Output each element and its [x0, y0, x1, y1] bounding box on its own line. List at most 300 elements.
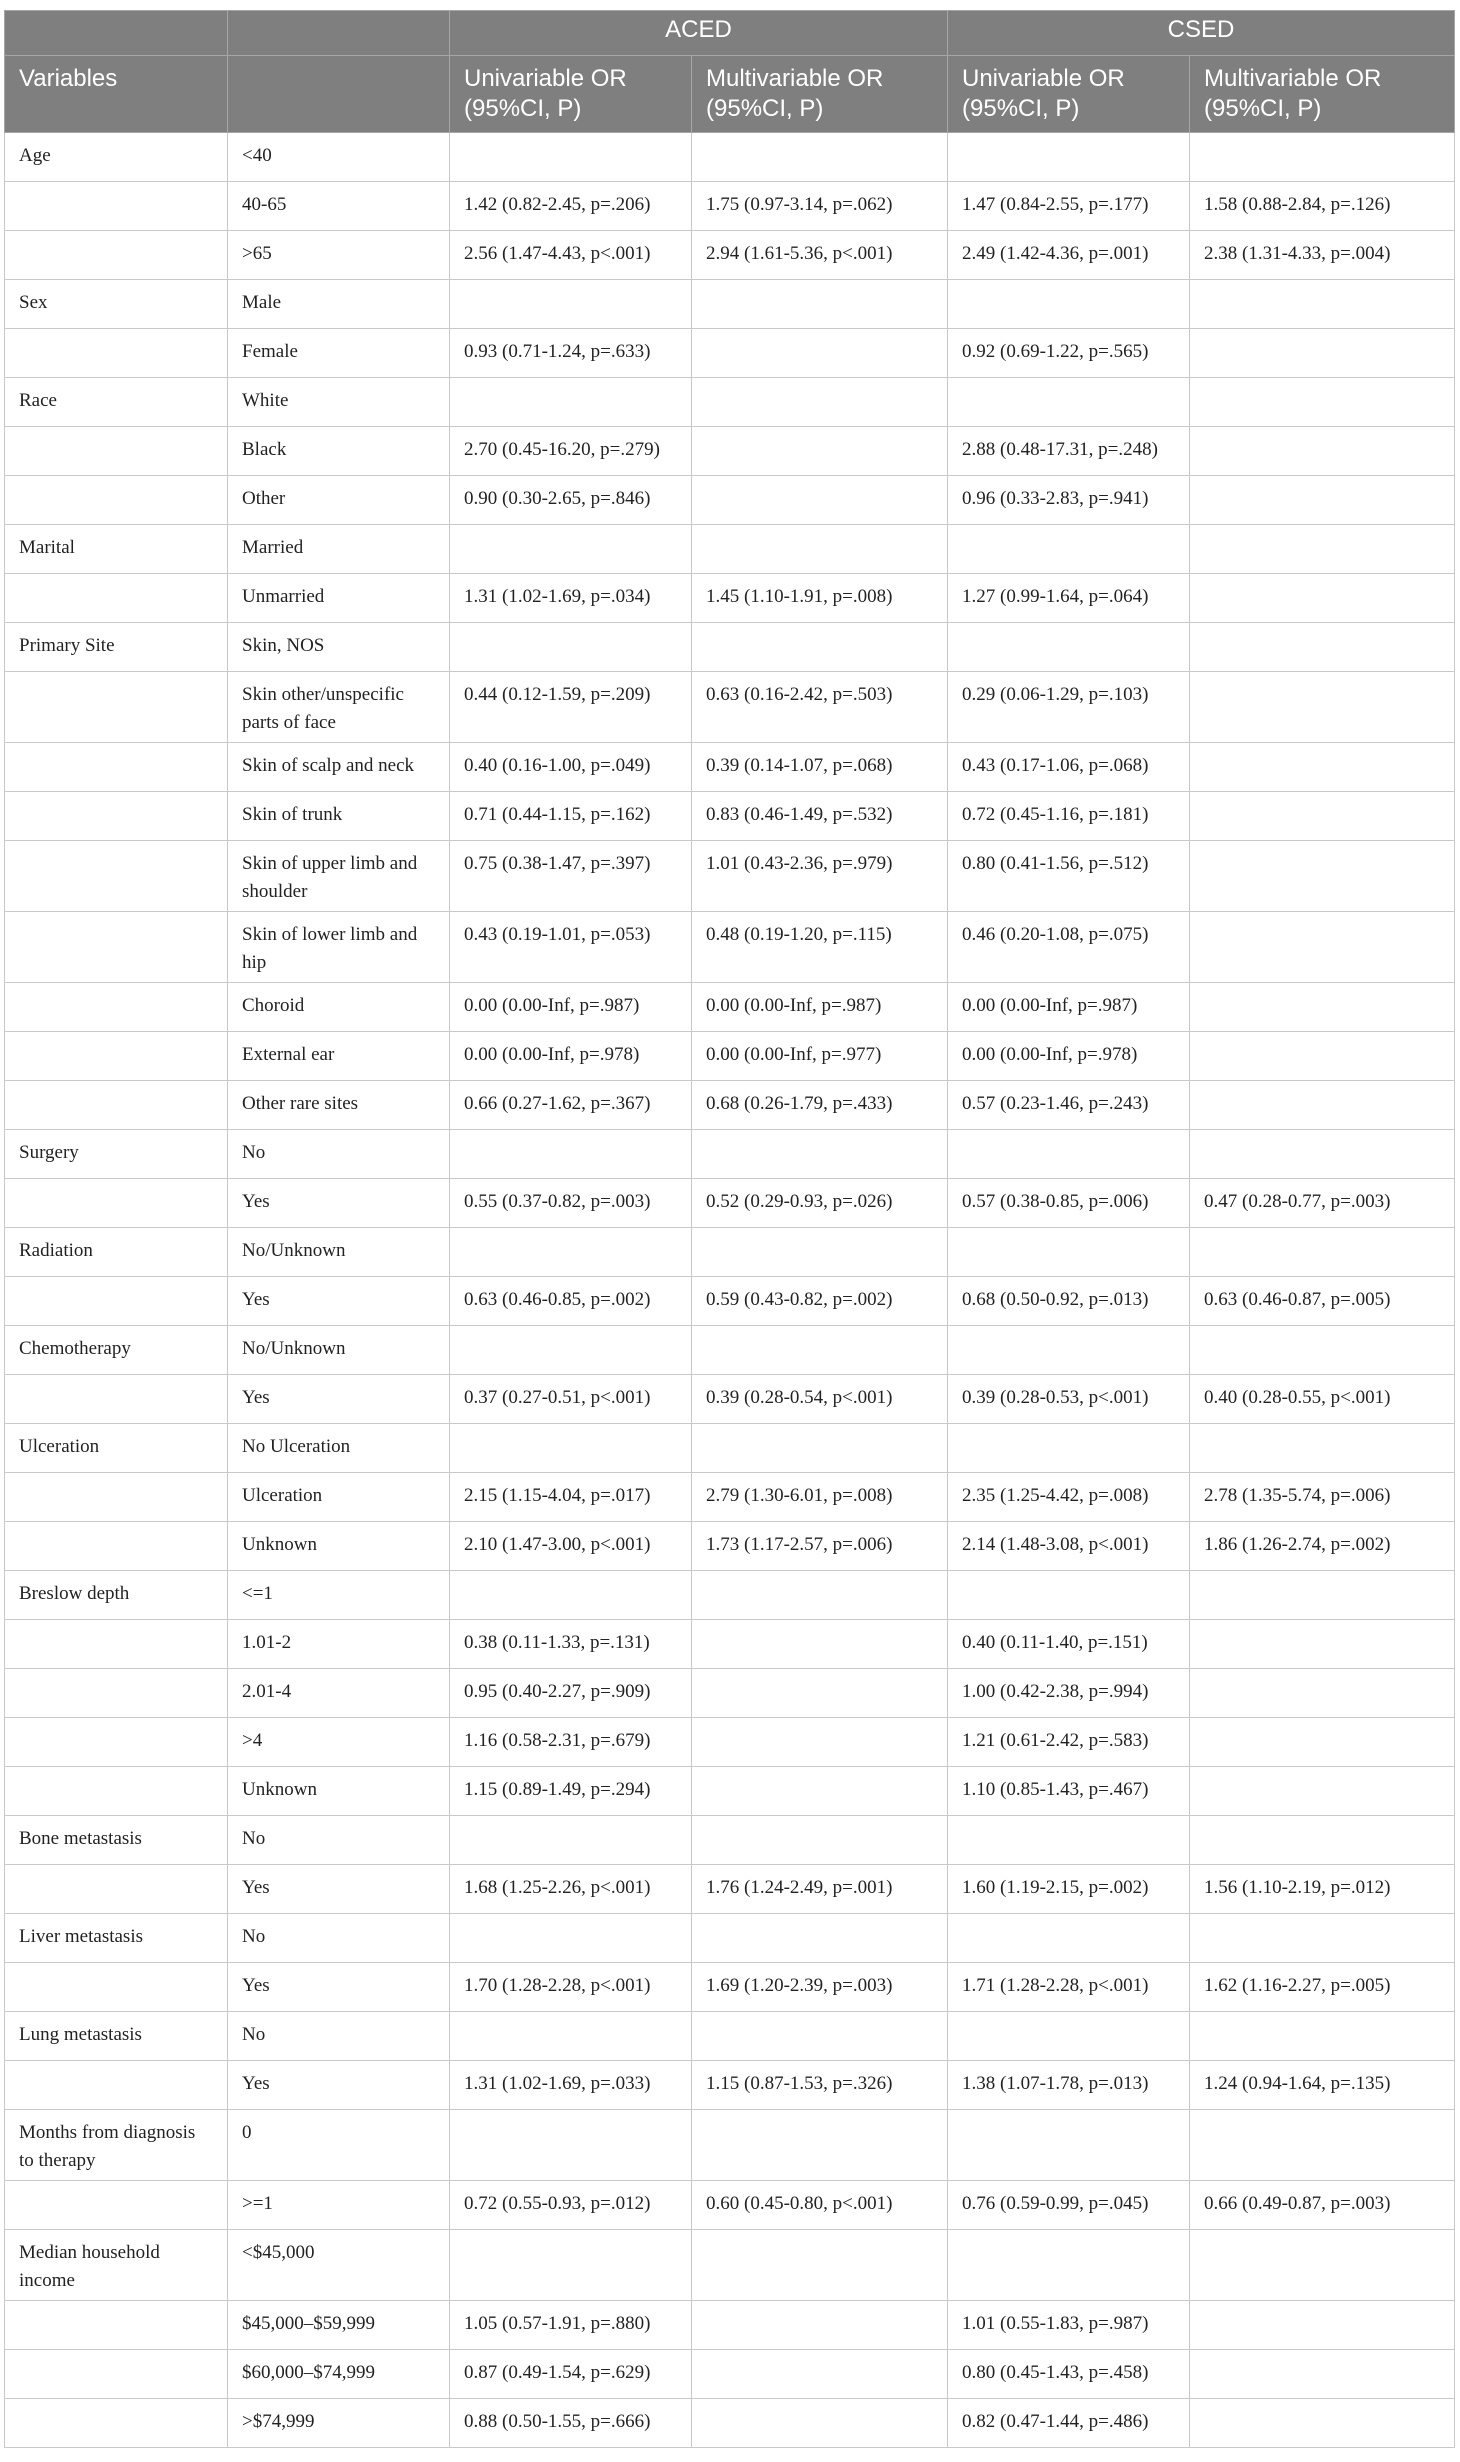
variable-cell [5, 792, 228, 841]
aced-multivariable-cell [692, 133, 948, 182]
aced-univariable-cell: 0.90 (0.30-2.65, p=.846) [450, 476, 692, 525]
aced-univariable-cell: 2.56 (1.47-4.43, p<.001) [450, 231, 692, 280]
aced-univariable-cell [450, 1326, 692, 1375]
table-row [5, 1865, 1455, 1914]
csed-univariable-cell: 2.88 (0.48-17.31, p=.248) [948, 427, 1190, 476]
aced-multivariable-cell [692, 1326, 948, 1375]
csed-multivariable-cell [1190, 1032, 1455, 1081]
aced-multivariable-cell: 0.48 (0.19-1.20, p=.115) [692, 912, 948, 983]
csed-univariable-cell [948, 1571, 1190, 1620]
level-cell: $45,000–$59,999 [228, 2301, 450, 2350]
variable-cell: Radiation [5, 1228, 228, 1277]
aced-univariable-cell: 2.70 (0.45-16.20, p=.279) [450, 427, 692, 476]
csed-multivariable-cell [1190, 280, 1455, 329]
table-row [5, 1620, 1455, 1669]
csed-univariable-cell [948, 623, 1190, 672]
csed-univariable-cell: 0.57 (0.38-0.85, p=.006) [948, 1179, 1190, 1228]
csed-univariable-cell: 2.14 (1.48-3.08, p<.001) [948, 1522, 1190, 1571]
column-header-variables: Variables [5, 56, 228, 133]
aced-multivariable-cell [692, 2350, 948, 2399]
level-cell: Other rare sites [228, 1081, 450, 1130]
aced-univariable-cell [450, 623, 692, 672]
level-cell: Black [228, 427, 450, 476]
table-row [5, 743, 1455, 792]
variable-cell [5, 1179, 228, 1228]
csed-univariable-cell: 0.96 (0.33-2.83, p=.941) [948, 476, 1190, 525]
table-row [5, 2181, 1455, 2230]
level-cell: Unknown [228, 1522, 450, 1571]
level-cell: No/Unknown [228, 1326, 450, 1375]
aced-multivariable-cell [692, 476, 948, 525]
csed-univariable-cell [948, 1130, 1190, 1179]
aced-univariable-cell [450, 2110, 692, 2181]
csed-multivariable-cell [1190, 1767, 1455, 1816]
csed-multivariable-cell [1190, 912, 1455, 983]
variable-cell [5, 1669, 228, 1718]
csed-univariable-cell: 0.00 (0.00-Inf, p=.978) [948, 1032, 1190, 1081]
table-row [5, 133, 1455, 182]
level-cell: 40-65 [228, 182, 450, 231]
aced-univariable-cell [450, 378, 692, 427]
csed-multivariable-cell: 1.58 (0.88-2.84, p=.126) [1190, 182, 1455, 231]
aced-multivariable-cell [692, 2301, 948, 2350]
group-header-aced: ACED [450, 11, 948, 56]
csed-multivariable-cell [1190, 1620, 1455, 1669]
variable-cell [5, 574, 228, 623]
level-cell: 2.01-4 [228, 1669, 450, 1718]
csed-univariable-cell: 0.80 (0.45-1.43, p=.458) [948, 2350, 1190, 2399]
level-cell: 0 [228, 2110, 450, 2181]
variable-cell: Sex [5, 280, 228, 329]
aced-univariable-cell: 0.88 (0.50-1.55, p=.666) [450, 2399, 692, 2448]
aced-univariable-cell: 0.44 (0.12-1.59, p=.209) [450, 672, 692, 743]
aced-univariable-cell: 1.15 (0.89-1.49, p=.294) [450, 1767, 692, 1816]
csed-univariable-cell: 1.21 (0.61-2.42, p=.583) [948, 1718, 1190, 1767]
csed-univariable-cell [948, 378, 1190, 427]
table-row [5, 427, 1455, 476]
aced-multivariable-cell: 1.75 (0.97-3.14, p=.062) [692, 182, 948, 231]
csed-multivariable-cell [1190, 1228, 1455, 1277]
csed-multivariable-cell: 1.86 (1.26-2.74, p=.002) [1190, 1522, 1455, 1571]
table-row [5, 1473, 1455, 1522]
csed-univariable-cell: 1.38 (1.07-1.78, p=.013) [948, 2061, 1190, 2110]
csed-univariable-cell [948, 2110, 1190, 2181]
level-cell: $60,000–$74,999 [228, 2350, 450, 2399]
aced-multivariable-cell: 0.39 (0.28-0.54, p<.001) [692, 1375, 948, 1424]
csed-univariable-cell: 0.57 (0.23-1.46, p=.243) [948, 1081, 1190, 1130]
aced-univariable-cell: 0.00 (0.00-Inf, p=.978) [450, 1032, 692, 1081]
csed-multivariable-cell [1190, 2110, 1455, 2181]
level-cell: >4 [228, 1718, 450, 1767]
csed-multivariable-cell [1190, 1816, 1455, 1865]
level-cell: Unknown [228, 1767, 450, 1816]
level-cell: Skin of lower limb and hip [228, 912, 450, 983]
level-cell: <=1 [228, 1571, 450, 1620]
csed-univariable-cell: 0.68 (0.50-0.92, p=.013) [948, 1277, 1190, 1326]
aced-univariable-cell: 0.63 (0.46-0.85, p=.002) [450, 1277, 692, 1326]
table-row [5, 841, 1455, 912]
aced-multivariable-cell: 0.68 (0.26-1.79, p=.433) [692, 1081, 948, 1130]
variable-cell [5, 476, 228, 525]
aced-univariable-cell [450, 280, 692, 329]
level-cell: Unmarried [228, 574, 450, 623]
variable-cell [5, 1032, 228, 1081]
aced-multivariable-cell [692, 1914, 948, 1963]
csed-multivariable-cell [1190, 329, 1455, 378]
csed-univariable-cell: 0.76 (0.59-0.99, p=.045) [948, 2181, 1190, 2230]
variable-cell [5, 427, 228, 476]
variable-cell [5, 1375, 228, 1424]
variable-cell: Age [5, 133, 228, 182]
aced-multivariable-cell: 0.60 (0.45-0.80, p<.001) [692, 2181, 948, 2230]
csed-multivariable-cell [1190, 1081, 1455, 1130]
table-row [5, 623, 1455, 672]
variable-cell: Marital [5, 525, 228, 574]
variable-cell [5, 1865, 228, 1914]
level-cell: Other [228, 476, 450, 525]
table-row [5, 1375, 1455, 1424]
variable-cell: Bone metastasis [5, 1816, 228, 1865]
csed-univariable-cell: 1.47 (0.84-2.55, p=.177) [948, 182, 1190, 231]
aced-univariable-cell [450, 1228, 692, 1277]
variable-cell [5, 2301, 228, 2350]
csed-univariable-cell: 0.46 (0.20-1.08, p=.075) [948, 912, 1190, 983]
column-header-aced-multivariable: Multivariable OR (95%CI, P) [692, 56, 948, 133]
aced-univariable-cell: 2.15 (1.15-4.04, p=.017) [450, 1473, 692, 1522]
variable-cell [5, 912, 228, 983]
csed-multivariable-cell: 2.78 (1.35-5.74, p=.006) [1190, 1473, 1455, 1522]
level-cell: No Ulceration [228, 1424, 450, 1473]
level-cell: <$45,000 [228, 2230, 450, 2301]
table-row [5, 912, 1455, 983]
aced-univariable-cell: 0.87 (0.49-1.54, p=.629) [450, 2350, 692, 2399]
aced-multivariable-cell [692, 280, 948, 329]
table-row [5, 983, 1455, 1032]
csed-univariable-cell: 1.27 (0.99-1.64, p=.064) [948, 574, 1190, 623]
level-cell: Skin, NOS [228, 623, 450, 672]
csed-univariable-cell [948, 1326, 1190, 1375]
variable-cell [5, 2399, 228, 2448]
csed-multivariable-cell [1190, 672, 1455, 743]
column-header-level [228, 56, 450, 133]
aced-univariable-cell: 0.95 (0.40-2.27, p=.909) [450, 1669, 692, 1718]
aced-multivariable-cell: 2.79 (1.30-6.01, p=.008) [692, 1473, 948, 1522]
table-row [5, 1326, 1455, 1375]
table-row [5, 2301, 1455, 2350]
table-row [5, 1277, 1455, 1326]
csed-multivariable-cell: 0.63 (0.46-0.87, p=.005) [1190, 1277, 1455, 1326]
variable-cell: Median household income [5, 2230, 228, 2301]
csed-multivariable-cell [1190, 525, 1455, 574]
column-header-csed-multivariable: Multivariable OR (95%CI, P) [1190, 56, 1455, 133]
aced-multivariable-cell [692, 623, 948, 672]
table-row [5, 2061, 1455, 2110]
variable-cell [5, 2061, 228, 2110]
csed-univariable-cell [948, 1228, 1190, 1277]
aced-multivariable-cell [692, 2012, 948, 2061]
level-cell: >65 [228, 231, 450, 280]
csed-multivariable-cell [1190, 841, 1455, 912]
csed-multivariable-cell [1190, 1571, 1455, 1620]
level-cell: Skin of upper limb and shoulder [228, 841, 450, 912]
aced-multivariable-cell [692, 1816, 948, 1865]
aced-multivariable-cell: 0.63 (0.16-2.42, p=.503) [692, 672, 948, 743]
group-header-csed: CSED [948, 11, 1455, 56]
table-row [5, 1032, 1455, 1081]
aced-multivariable-cell: 0.00 (0.00-Inf, p=.977) [692, 1032, 948, 1081]
aced-univariable-cell: 0.75 (0.38-1.47, p=.397) [450, 841, 692, 912]
csed-multivariable-cell [1190, 574, 1455, 623]
table-row [5, 1963, 1455, 2012]
variable-cell: Race [5, 378, 228, 427]
level-cell: No [228, 1130, 450, 1179]
table-row [5, 2110, 1455, 2181]
aced-multivariable-cell [692, 1620, 948, 1669]
variable-cell [5, 2181, 228, 2230]
variable-cell: Months from diagnosis to therapy [5, 2110, 228, 2181]
aced-multivariable-cell [692, 329, 948, 378]
column-header-aced-univariable: Univariable OR (95%CI, P) [450, 56, 692, 133]
aced-multivariable-cell [692, 1130, 948, 1179]
variable-cell [5, 2350, 228, 2399]
csed-univariable-cell [948, 2230, 1190, 2301]
variable-cell [5, 743, 228, 792]
table-row [5, 476, 1455, 525]
table-row [5, 378, 1455, 427]
table-row [5, 1718, 1455, 1767]
table-body [5, 133, 1455, 2448]
aced-multivariable-cell: 1.73 (1.17-2.57, p=.006) [692, 1522, 948, 1571]
level-cell: Yes [228, 1179, 450, 1228]
or-table [4, 10, 1455, 2448]
csed-multivariable-cell [1190, 378, 1455, 427]
csed-univariable-cell: 1.00 (0.42-2.38, p=.994) [948, 1669, 1190, 1718]
csed-multivariable-cell: 2.38 (1.31-4.33, p=.004) [1190, 231, 1455, 280]
level-cell: Skin of scalp and neck [228, 743, 450, 792]
csed-multivariable-cell [1190, 792, 1455, 841]
aced-multivariable-cell: 2.94 (1.61-5.36, p<.001) [692, 231, 948, 280]
level-cell: Yes [228, 1375, 450, 1424]
aced-univariable-cell: 1.31 (1.02-1.69, p=.034) [450, 574, 692, 623]
aced-multivariable-cell [692, 2399, 948, 2448]
variable-cell [5, 1718, 228, 1767]
header-blank-cell [5, 11, 228, 56]
table-header [5, 11, 1455, 133]
table-row [5, 1571, 1455, 1620]
aced-univariable-cell [450, 1816, 692, 1865]
variable-cell [5, 672, 228, 743]
aced-univariable-cell [450, 1424, 692, 1473]
level-cell: <40 [228, 133, 450, 182]
csed-multivariable-cell [1190, 1718, 1455, 1767]
csed-univariable-cell: 1.10 (0.85-1.43, p=.467) [948, 1767, 1190, 1816]
csed-multivariable-cell [1190, 983, 1455, 1032]
variable-cell [5, 1277, 228, 1326]
table-row [5, 1130, 1455, 1179]
variable-cell: Lung metastasis [5, 2012, 228, 2061]
aced-univariable-cell: 0.93 (0.71-1.24, p=.633) [450, 329, 692, 378]
csed-multivariable-cell [1190, 2350, 1455, 2399]
aced-univariable-cell: 1.68 (1.25-2.26, p<.001) [450, 1865, 692, 1914]
level-cell: Female [228, 329, 450, 378]
table-row [5, 231, 1455, 280]
variable-cell [5, 1081, 228, 1130]
csed-univariable-cell: 1.60 (1.19-2.15, p=.002) [948, 1865, 1190, 1914]
aced-multivariable-cell: 1.69 (1.20-2.39, p=.003) [692, 1963, 948, 2012]
table-row [5, 1816, 1455, 1865]
table-row [5, 2350, 1455, 2399]
variable-cell: Chemotherapy [5, 1326, 228, 1375]
level-cell: >$74,999 [228, 2399, 450, 2448]
csed-multivariable-cell [1190, 2301, 1455, 2350]
aced-multivariable-cell: 1.76 (1.24-2.49, p=.001) [692, 1865, 948, 1914]
csed-multivariable-cell [1190, 2399, 1455, 2448]
table-row [5, 525, 1455, 574]
csed-univariable-cell: 0.72 (0.45-1.16, p=.181) [948, 792, 1190, 841]
table-row [5, 182, 1455, 231]
csed-multivariable-cell [1190, 623, 1455, 672]
table-row [5, 672, 1455, 743]
level-cell: Choroid [228, 983, 450, 1032]
csed-univariable-cell: 2.49 (1.42-4.36, p=.001) [948, 231, 1190, 280]
level-cell: Yes [228, 1277, 450, 1326]
header-column-row [5, 56, 1455, 133]
variable-cell [5, 1620, 228, 1669]
header-group-row [5, 11, 1455, 56]
csed-univariable-cell: 0.82 (0.47-1.44, p=.486) [948, 2399, 1190, 2448]
variable-cell: Surgery [5, 1130, 228, 1179]
csed-multivariable-cell [1190, 1326, 1455, 1375]
level-cell: No [228, 2012, 450, 2061]
table-row [5, 1081, 1455, 1130]
aced-multivariable-cell [692, 1718, 948, 1767]
csed-multivariable-cell: 0.47 (0.28-0.77, p=.003) [1190, 1179, 1455, 1228]
aced-multivariable-cell: 0.83 (0.46-1.49, p=.532) [692, 792, 948, 841]
aced-univariable-cell: 0.38 (0.11-1.33, p=.131) [450, 1620, 692, 1669]
csed-multivariable-cell: 0.66 (0.49-0.87, p=.003) [1190, 2181, 1455, 2230]
table-row [5, 2399, 1455, 2448]
level-cell: Married [228, 525, 450, 574]
level-cell: Skin of trunk [228, 792, 450, 841]
csed-univariable-cell: 1.01 (0.55-1.83, p=.987) [948, 2301, 1190, 2350]
table-row [5, 1522, 1455, 1571]
csed-multivariable-cell: 1.62 (1.16-2.27, p=.005) [1190, 1963, 1455, 2012]
aced-univariable-cell: 0.72 (0.55-0.93, p=.012) [450, 2181, 692, 2230]
aced-univariable-cell: 0.66 (0.27-1.62, p=.367) [450, 1081, 692, 1130]
table-row [5, 329, 1455, 378]
csed-univariable-cell: 0.43 (0.17-1.06, p=.068) [948, 743, 1190, 792]
aced-univariable-cell: 0.71 (0.44-1.15, p=.162) [450, 792, 692, 841]
level-cell: Skin other/unspecific parts of face [228, 672, 450, 743]
aced-univariable-cell [450, 2230, 692, 2301]
aced-univariable-cell [450, 525, 692, 574]
table-row [5, 1228, 1455, 1277]
level-cell: White [228, 378, 450, 427]
aced-univariable-cell: 1.16 (0.58-2.31, p=.679) [450, 1718, 692, 1767]
variable-cell [5, 1963, 228, 2012]
level-cell: Male [228, 280, 450, 329]
variable-cell [5, 231, 228, 280]
variable-cell [5, 1522, 228, 1571]
column-header-csed-univariable: Univariable OR (95%CI, P) [948, 56, 1190, 133]
aced-multivariable-cell [692, 525, 948, 574]
variable-cell [5, 329, 228, 378]
aced-univariable-cell [450, 2012, 692, 2061]
csed-univariable-cell: 0.29 (0.06-1.29, p=.103) [948, 672, 1190, 743]
csed-univariable-cell [948, 1914, 1190, 1963]
table-row [5, 1767, 1455, 1816]
aced-multivariable-cell [692, 1669, 948, 1718]
csed-univariable-cell: 0.40 (0.11-1.40, p=.151) [948, 1620, 1190, 1669]
csed-univariable-cell [948, 2012, 1190, 2061]
variable-cell [5, 841, 228, 912]
aced-univariable-cell [450, 1914, 692, 1963]
csed-multivariable-cell: 1.24 (0.94-1.64, p=.135) [1190, 2061, 1455, 2110]
csed-univariable-cell: 1.71 (1.28-2.28, p<.001) [948, 1963, 1190, 2012]
variable-cell: Ulceration [5, 1424, 228, 1473]
aced-univariable-cell: 0.55 (0.37-0.82, p=.003) [450, 1179, 692, 1228]
variable-cell: Liver metastasis [5, 1914, 228, 1963]
aced-multivariable-cell: 0.59 (0.43-0.82, p=.002) [692, 1277, 948, 1326]
level-cell: >=1 [228, 2181, 450, 2230]
csed-multivariable-cell [1190, 427, 1455, 476]
aced-univariable-cell: 0.40 (0.16-1.00, p=.049) [450, 743, 692, 792]
aced-univariable-cell: 0.37 (0.27-0.51, p<.001) [450, 1375, 692, 1424]
level-cell: 1.01-2 [228, 1620, 450, 1669]
csed-univariable-cell [948, 1816, 1190, 1865]
table-row [5, 2012, 1455, 2061]
level-cell: Ulceration [228, 1473, 450, 1522]
csed-univariable-cell: 0.39 (0.28-0.53, p<.001) [948, 1375, 1190, 1424]
csed-multivariable-cell [1190, 1914, 1455, 1963]
header-blank-cell [228, 11, 450, 56]
aced-univariable-cell: 2.10 (1.47-3.00, p<.001) [450, 1522, 692, 1571]
variable-cell: Breslow depth [5, 1571, 228, 1620]
aced-multivariable-cell: 0.00 (0.00-Inf, p=.987) [692, 983, 948, 1032]
table-row [5, 1179, 1455, 1228]
aced-multivariable-cell: 0.52 (0.29-0.93, p=.026) [692, 1179, 948, 1228]
csed-univariable-cell [948, 280, 1190, 329]
aced-multivariable-cell [692, 378, 948, 427]
table-row [5, 792, 1455, 841]
level-cell: Yes [228, 1865, 450, 1914]
aced-multivariable-cell: 1.15 (0.87-1.53, p=.326) [692, 2061, 948, 2110]
table-row [5, 1424, 1455, 1473]
aced-univariable-cell: 1.70 (1.28-2.28, p<.001) [450, 1963, 692, 2012]
aced-univariable-cell [450, 1130, 692, 1179]
aced-multivariable-cell: 1.01 (0.43-2.36, p=.979) [692, 841, 948, 912]
level-cell: Yes [228, 1963, 450, 2012]
variable-cell [5, 1767, 228, 1816]
csed-multivariable-cell: 0.40 (0.28-0.55, p<.001) [1190, 1375, 1455, 1424]
csed-univariable-cell: 0.80 (0.41-1.56, p=.512) [948, 841, 1190, 912]
variable-cell [5, 1473, 228, 1522]
csed-multivariable-cell [1190, 1424, 1455, 1473]
aced-univariable-cell: 0.43 (0.19-1.01, p=.053) [450, 912, 692, 983]
aced-multivariable-cell [692, 1767, 948, 1816]
aced-univariable-cell: 1.05 (0.57-1.91, p=.880) [450, 2301, 692, 2350]
csed-multivariable-cell [1190, 1130, 1455, 1179]
csed-univariable-cell [948, 525, 1190, 574]
csed-univariable-cell: 0.00 (0.00-Inf, p=.987) [948, 983, 1190, 1032]
level-cell: No [228, 1914, 450, 1963]
csed-multivariable-cell [1190, 2230, 1455, 2301]
csed-multivariable-cell [1190, 2012, 1455, 2061]
aced-univariable-cell: 0.00 (0.00-Inf, p=.987) [450, 983, 692, 1032]
aced-univariable-cell: 1.31 (1.02-1.69, p=.033) [450, 2061, 692, 2110]
aced-multivariable-cell [692, 1424, 948, 1473]
aced-multivariable-cell [692, 1228, 948, 1277]
